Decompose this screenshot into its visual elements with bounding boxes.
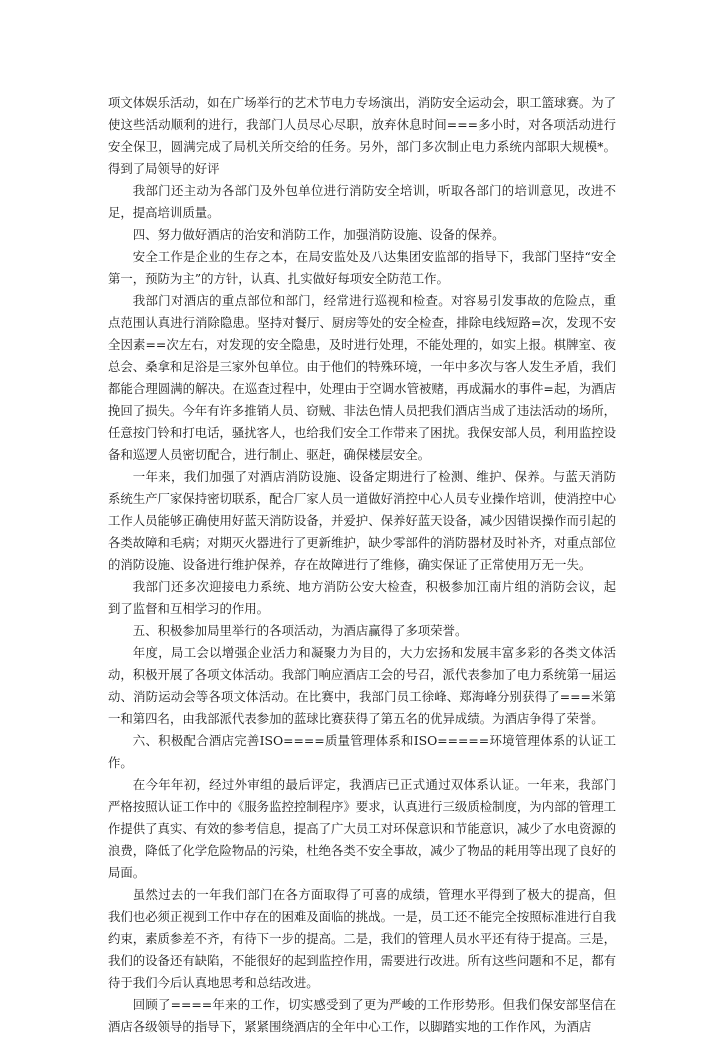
- section-heading-6: 六、积极配合酒店完善ISO====质量管理体系和ISO=====环境管理体系的认证工作。: [108, 733, 616, 770]
- paragraph-12: 虽然过去的一年我们部门在各方面取得了可喜的成绩，管理水平得到了极大的提高，但我们也必须正视到工作中存在的困难及面临的挑战。一是，员工还不能完全按照标准进行自我约束，素质参差不齐，有待下一步的提高。二是，我们的管理人员水平还有待于提高。三是，我们的设备还有缺陷，不能很好的起到监控作用，需要进行改进。所有这些问题和不足，都有待于我们今后认真地思考和总结改进。: [108, 887, 617, 990]
- paragraph-5: 我部门对酒店的重点部位和部门，经常进行巡视和检查。对容易引发事故的危险点，重点范围认真进行消除隐患。坚持对餐厅、厨房等处的安全检查，排除电线短路=次，发现不安全因素==次左右，对发现的安全隐患，及时进行处理，不能处理的，如实上报。棋牌室、夜总会、桑拿和足浴是三家外包单位。由于他们的特殊环境，一年中多次与客人发生矛盾，我们都能合理圆满的解决。在巡查过程中，处理由于空调水管被赌，再成漏水的事件=起，为酒店挽回了损失。今年有许多推销人员、窃贼、非法色情人员把我们酒店当成了违法活动的场所，任意按门铃和打电话，骚扰客人，也给我们安全工作带来了困扰。我保安部人员，利用监控设备和巡逻人员密切配合，进行制止、驱赶，确保楼层安全。: [108, 293, 617, 462]
- paragraph-13: 回顾了====年来的工作，切实感受到了更为严峻的工作形势形。但我们保安部坚信在酒店各级领导的指导下，紧紧围绕酒店的全年中心工作，以脚踏实地的工作作风，为酒店: [108, 997, 616, 1034]
- paragraph-1: 项文体娱乐活动，如在广场举行的艺术节电力专场演出，消防安全运动会，职工篮球赛。为了使这些活动顺利的进行，我部门人员尽心尽职，放弃休息时间===多小时，对各项活动进行安全保卫，圆满完成了局机关所交给的任务。另外，部门多次制止电力系统内部职大规模*。得到了局领导的好评: [108, 95, 617, 176]
- document-page: [108, 92, 616, 1038]
- paragraph-6: 一年来，我们加强了对酒店消防设施、设备定期进行了检测、维护、保养。与蓝天消防系统生产厂家保持密切联系，配合厂家人员一道做好消控中心人员专业操作培训，使消控中心工作人员能够正确使用好蓝天消防设备，并爱护、保养好蓝天设备，减少因错误操作而引起的各类故障和毛病；对期灭火器进行了更新维护，缺少零部件的消防器材及时补齐，对重点部位的消防设施、设备进行维护保养，存在故障进行了维修，确实保证了正常使用万无一失。: [108, 469, 617, 572]
- paragraph-11: 在今年年初，经过外审组的最后评定，我酒店已正式通过双体系认证。一年来，我部门严格按照认证工作中的《服务监控控制程序》要求，认真进行三级质检制度，为内部的管理工作提供了真实、有效的参考信息，提高了广大员工对环保意识和节能意识，减少了水电资源的浪费，降低了化学危险物品的污染，杜绝各类不安全事故，减少了物品的耗用等出现了良好的局面。: [108, 777, 617, 880]
- section-heading-5: 五、积极参加局里举行的各项活动，为酒店赢得了多项荣誉。: [132, 623, 468, 638]
- paragraph-9: 年度，局工会以增强企业活力和凝聚力为目的，大力宏扬和发展丰富多彩的各类文体活动，积极开展了各项文体活动。我部门响应酒店工会的号召，派代表参加了电力系统第一届运动、消防运动会等各项文体活动。在比赛中，我部门员工徐峰、郑海峰分别获得了===米第一和第四名，由我部派代表参加的蓝球比赛获得了第五名的优异成绩。为酒店争得了荣誉。: [108, 645, 617, 726]
- section-heading-4: 四、努力做好酒店的治安和消防工作，加强消防设施、设备的保养。: [132, 227, 505, 242]
- paragraph-2: 我部门还主动为各部门及外包单位进行消防安全培训，听取各部门的培训意见，改进不足，提高培训质量。: [108, 183, 616, 220]
- paragraph-7: 我部门还多次迎接电力系统、地方消防公安大检查，积极参加江南片组的消防会议，起到了监督和互相学习的作用。: [108, 579, 616, 616]
- paragraph-4: 安全工作是企业的生存之本，在局安监处及八达集团安监部的指导下，我部门坚持“安全第一，预防为主”的方针，认真、扎实做好每项安全防范工作。: [108, 249, 616, 286]
